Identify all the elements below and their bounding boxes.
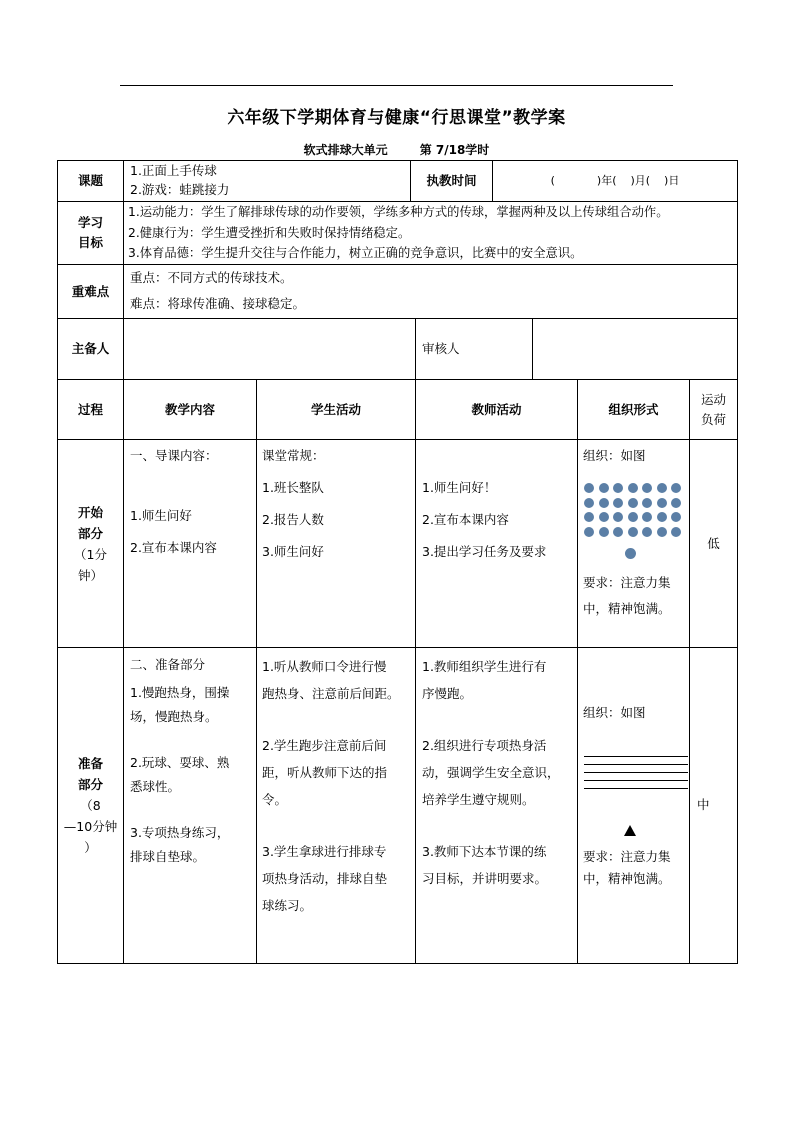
content-line: 排球自垫球。	[130, 849, 206, 864]
teacher-line: 习目标，并讲明要求。	[422, 871, 548, 886]
section-duration: （8	[80, 798, 101, 813]
start-section-label	[58, 440, 123, 647]
lesson-number: 第 7/18学时	[419, 143, 490, 157]
student-dot	[613, 527, 623, 537]
time-value: ( )年( )月( )日	[550, 174, 680, 187]
start-org-label: 组织：如图	[583, 448, 646, 463]
teacher-triangle-icon	[624, 825, 636, 836]
start-load: 低	[707, 535, 720, 551]
student-dot	[642, 498, 652, 508]
running-lane-line	[584, 764, 688, 765]
key-point-item: 难点：将球传准确、接球稳定。	[130, 296, 306, 311]
topic-label: 课题	[77, 173, 103, 188]
col-load-line: 运动	[700, 391, 726, 407]
running-lane-line	[584, 772, 688, 773]
start-student	[262, 440, 412, 568]
header-rule	[120, 85, 673, 86]
student-dot	[657, 483, 667, 493]
student-dot	[642, 512, 652, 522]
student-dot	[671, 512, 681, 522]
teacher-line: 3.教师下达本节课的练	[422, 844, 547, 859]
teacher-line: 1.师生问好！	[422, 480, 497, 495]
teacher-line: 培养学生遵守规则。	[422, 792, 535, 807]
content-line: 二、准备部分	[130, 657, 206, 672]
preparer-value	[124, 319, 415, 379]
student-dot	[613, 483, 623, 493]
prep-org-label: 组织：如图	[583, 705, 646, 720]
section-name: 准备	[77, 756, 103, 771]
teacher-line: 序慢跑。	[422, 686, 473, 701]
student-dot	[628, 483, 638, 493]
goals-list	[128, 202, 737, 264]
section-duration: 钟）	[77, 567, 103, 583]
content-line: 悉球性。	[130, 779, 181, 794]
prep-org-requirement	[583, 846, 687, 890]
goals-label	[58, 202, 123, 264]
prep-teacher	[422, 653, 576, 892]
student-line: 2.报告人数	[262, 512, 324, 527]
reviewer-label: 审核人	[422, 341, 460, 356]
content-line: 1.慢跑热身，围操	[130, 685, 230, 700]
time-label: 执教时间	[426, 173, 477, 188]
topic-item: 1.正面上手传球	[130, 163, 217, 178]
student-dot	[642, 527, 652, 537]
goal-item: 3.体育品德：学生提升交往与合作能力，树立正确的竞争意识，比赛中的安全意识。	[128, 246, 583, 260]
student-line: 课堂常规：	[262, 448, 325, 463]
teacher-line: 3.提出学习任务及要求	[422, 544, 547, 559]
goals-label-line: 学习	[77, 215, 103, 230]
student-dot	[584, 512, 594, 522]
student-dot	[599, 527, 609, 537]
student-dot	[657, 527, 667, 537]
student-dot	[613, 512, 623, 522]
content-line: 场，慢跑热身。	[130, 709, 218, 724]
goal-item: 2.健康行为：学生遭受挫折和失败时保持情绪稳定。	[128, 225, 411, 240]
teacher-line: 2.组织进行专项热身活	[422, 738, 547, 753]
student-dot	[671, 483, 681, 493]
section-duration: ）	[84, 840, 97, 855]
section-duration: （1分	[74, 546, 107, 562]
prep-content	[130, 653, 254, 869]
requirement-line: 中，精神饱满。	[583, 601, 671, 616]
page-subtitle	[0, 141, 793, 158]
student-dot	[628, 527, 638, 537]
start-teacher	[422, 472, 574, 568]
student-dot	[657, 498, 667, 508]
student-dot	[584, 483, 594, 493]
key-point-item: 重点：不同方式的传球技术。	[130, 270, 293, 285]
col-load-line: 负荷	[700, 411, 726, 427]
student-dot	[628, 498, 638, 508]
section-name: 部分	[77, 777, 103, 792]
col-org: 组织形式	[608, 401, 659, 417]
student-line: 球练习。	[262, 898, 313, 913]
col-content: 教学内容	[164, 401, 215, 417]
teacher-line: 动，强调学生安全意识，	[422, 765, 560, 780]
section-duration: —10分钟	[63, 819, 118, 834]
running-lane-line	[584, 788, 688, 789]
col-student: 学生活动	[310, 401, 361, 417]
requirement-line: 中，精神饱满。	[583, 871, 671, 886]
goal-item: 1.运动能力：学生了解排球传球的动作要领，学练多种方式的传球，掌握两种及以上传球组合动作。	[128, 205, 669, 219]
section-name: 开始	[77, 504, 103, 520]
col-load	[690, 380, 737, 439]
content-line: 3.专项热身练习，	[130, 825, 230, 840]
content-line: 2.宣布本课内容	[130, 540, 217, 555]
topic-item: 2.游戏：蛙跳接力	[130, 182, 230, 197]
section-name: 部分	[77, 525, 103, 541]
key-points	[130, 265, 730, 317]
student-line: 1.听从教师口令进行慢	[262, 659, 387, 674]
running-lane-line	[584, 780, 688, 781]
goals-label-line: 目标	[77, 235, 103, 250]
requirement-line: 要求：注意力集	[583, 849, 671, 864]
student-line: 1.班长整队	[262, 480, 324, 495]
student-dot	[657, 512, 667, 522]
content-line: 一、导课内容：	[130, 448, 218, 463]
teacher-dot	[625, 548, 636, 559]
page-title: 六年级下学期体育与健康“行思课堂”教学案	[227, 108, 566, 128]
content-line: 2.玩球、耍球、熟	[130, 755, 230, 770]
start-org-requirement	[583, 570, 687, 622]
student-dot	[599, 498, 609, 508]
preparer-label: 主备人	[71, 341, 110, 356]
col-teacher: 教师活动	[471, 401, 522, 417]
prep-load: 中	[697, 797, 710, 812]
student-line: 令。	[262, 792, 288, 807]
student-line: 跑热身、注意前后间距。	[262, 686, 400, 701]
col-process: 过程	[77, 401, 103, 417]
student-line: 3.师生问好	[262, 544, 324, 559]
requirement-line: 要求：注意力集	[583, 575, 671, 590]
prep-student	[262, 653, 414, 919]
teacher-line: 1.教师组织学生进行有	[422, 659, 547, 674]
content-line: 1.师生问好	[130, 508, 192, 523]
student-line: 2.学生跑步注意前后间	[262, 738, 387, 753]
reviewer-value	[533, 319, 737, 379]
student-dot	[671, 498, 681, 508]
student-dot	[584, 527, 594, 537]
student-dot	[613, 498, 623, 508]
running-lane-line	[584, 756, 688, 757]
student-line: 距，听从教师下达的指	[262, 765, 388, 780]
student-dot	[584, 498, 594, 508]
prep-section-label	[58, 648, 123, 963]
student-dot	[599, 512, 609, 522]
topic-value	[130, 160, 408, 199]
student-dot	[628, 512, 638, 522]
student-dot	[671, 527, 681, 537]
start-content	[130, 446, 254, 558]
student-dot	[599, 483, 609, 493]
student-dot	[642, 483, 652, 493]
key-points-label: 重难点	[71, 283, 110, 299]
student-line: 3.学生拿球进行排球专	[262, 844, 387, 859]
student-line: 项热身活动，排球自垫	[262, 871, 388, 886]
unit-name: 软式排球大单元	[303, 143, 388, 157]
teacher-line: 2.宣布本课内容	[422, 512, 509, 527]
